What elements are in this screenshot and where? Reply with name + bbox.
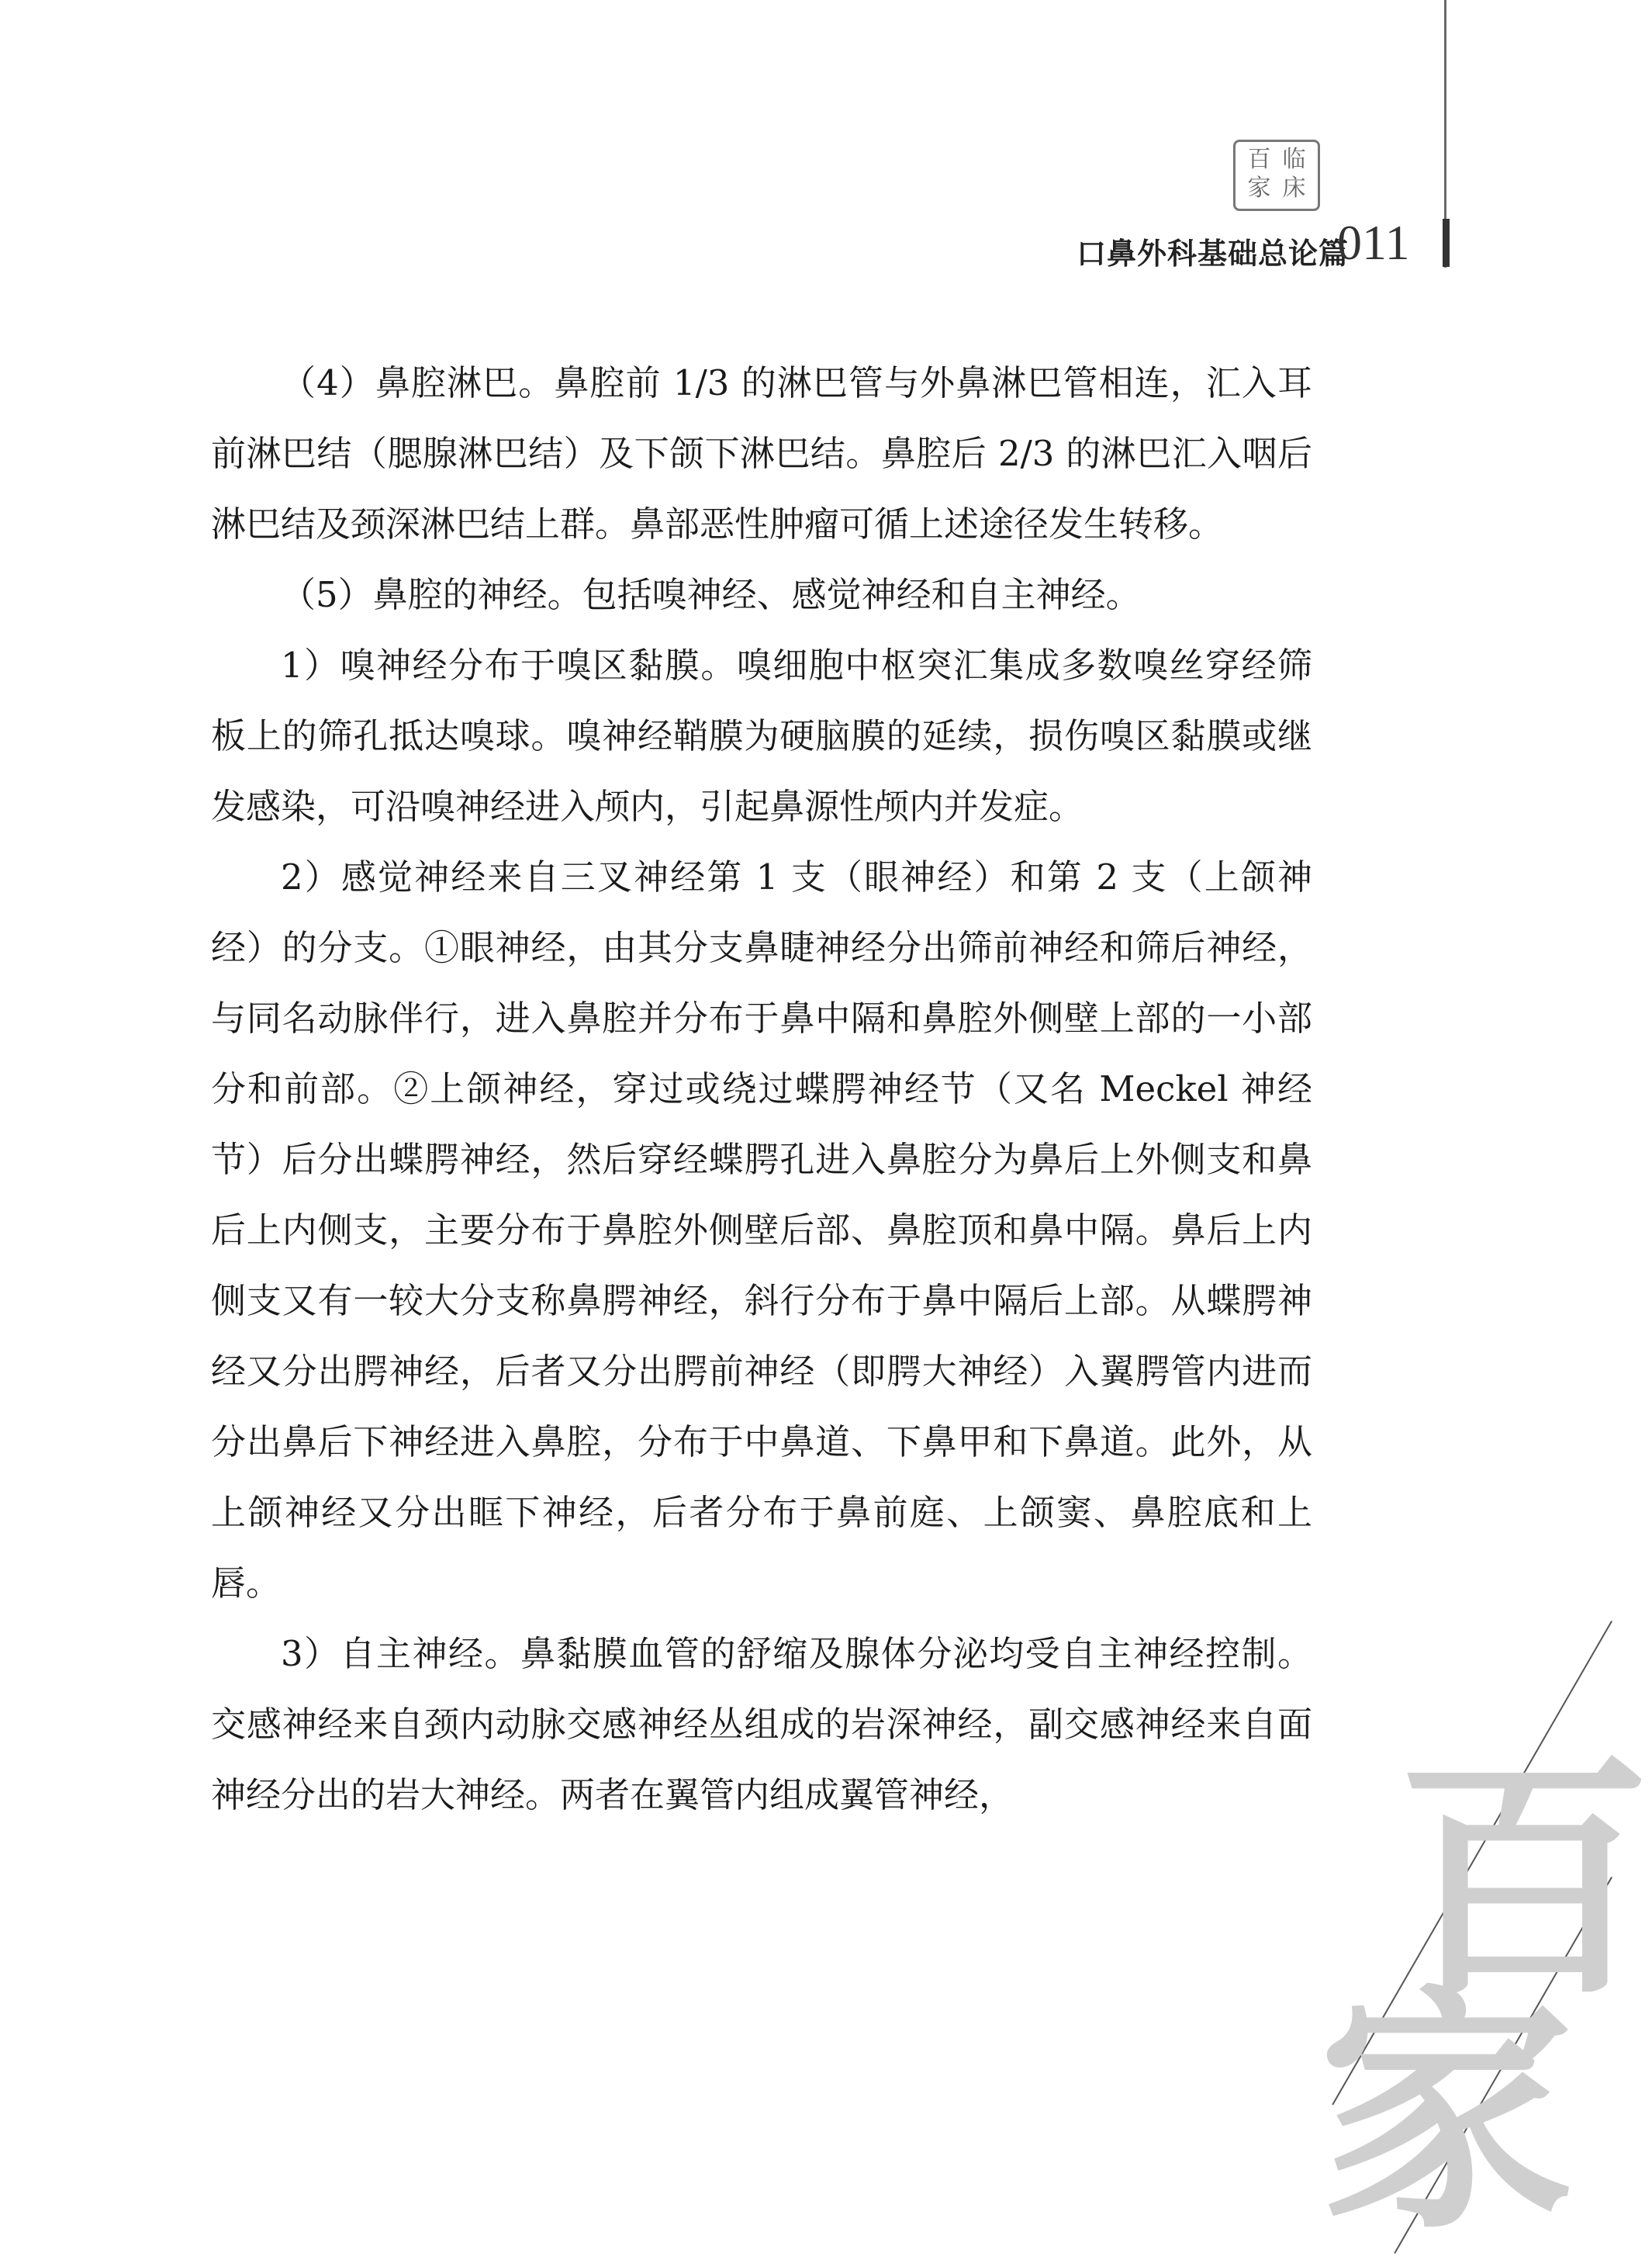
paragraph: （5）鼻腔的神经。包括嗅神经、感觉神经和自主神经。 [281, 574, 1141, 615]
page-number: 011 [1337, 215, 1410, 270]
paragraph: 3）自主神经。鼻黏膜血管的舒缩及腺体分泌均受自主神经控制。交感神经来自颈内动脉交感神经丛组成的岩深神经，副交感神经来自面神经分出的岩大神经。两者在翼管内组成翼管神经， [211, 1633, 1312, 1815]
header-rule-marker [1443, 219, 1450, 267]
body-text [211, 348, 1312, 1830]
paragraph: 1）嗅神经分布于嗅区黏膜。嗅细胞中枢突汇集成多数嗅丝穿经筛板上的筛孔抵达嗅球。嗅神经鞘膜为硬脑膜的延续，损伤嗅区黏膜或继发感染，可沿嗅神经进入颅内，引起鼻源性颅内并发症。 [211, 645, 1312, 827]
watermark-char: 百 [1396, 1732, 1652, 2030]
paragraph: 2）感觉神经来自三叉神经第 1 支（眼神经）和第 2 支（上颌神经）的分支。①眼神经，由其分支鼻睫神经分出筛前神经和筛后神经，与同名动脉伴行，进入鼻腔并分布于鼻中隔和鼻腔外侧壁上部的一小部分和前部。②上颌神经，穿过或绕过蝶腭神经节（又名 Meckel 神经节）后分出蝶腭神经，然后穿经蝶腭孔进入鼻腔分为鼻后上外侧支和鼻后上内侧支，主要分布于鼻腔外侧壁后部、鼻腔顶和鼻中隔。鼻后上内侧支又有一较大分支称鼻腭神经，斜行分布于鼻中隔后上部。从蝶腭神经又分出腭神经，后者又分出腭前神经（即腭大神经）入翼腭管内进而分出鼻后下神经进入鼻腔，分布于中鼻道、下鼻甲和下鼻道。此外，从上颌神经又分出眶下神经，后者分布于鼻前庭、上颌窦、鼻腔底和上唇。 [211, 856, 1312, 1604]
running-title: 口鼻外科基础总论篇 [1076, 237, 1349, 271]
paragraph: （4）鼻腔淋巴。鼻腔前 1/3 的淋巴管与外鼻淋巴管相连，汇入耳前淋巴结（腮腺淋巴结）及下颌下淋巴结。鼻腔后 2/3 的淋巴汇入咽后淋巴结及颈深淋巴结上群。鼻部恶性肿瘤可循上述途径发生转移。 [211, 362, 1312, 545]
watermark-char: 家 [1318, 1965, 1574, 2263]
seal-logo-icon: 百 临 家 床 [1233, 140, 1320, 211]
